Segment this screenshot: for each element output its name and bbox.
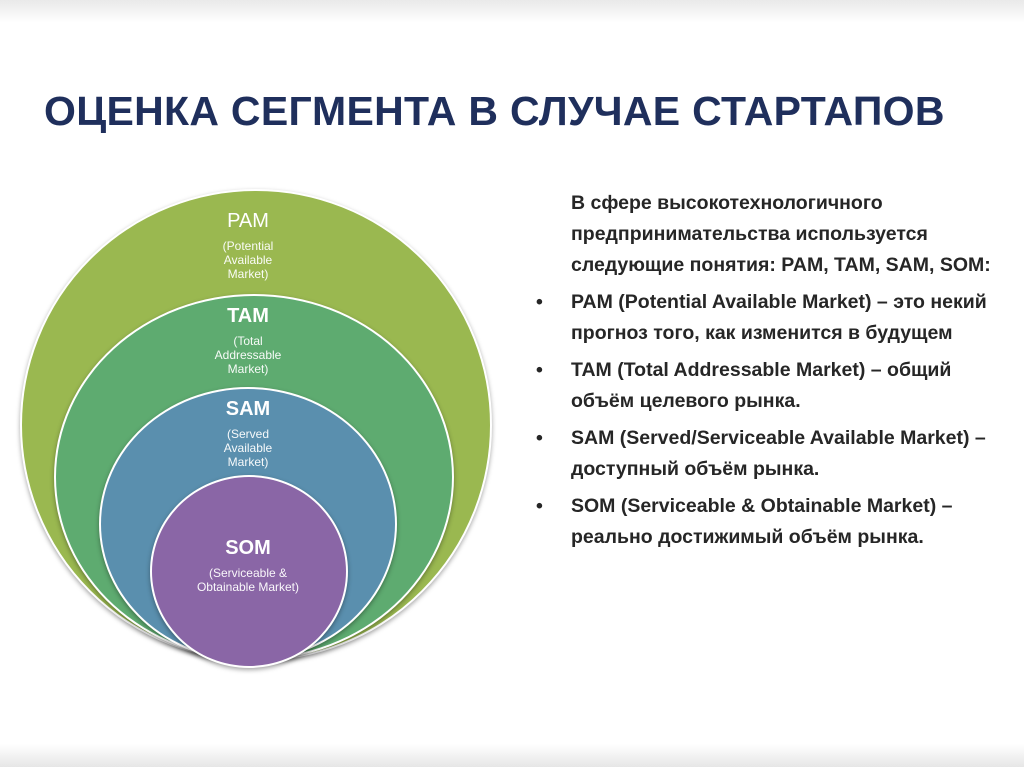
sam-label (188, 398, 308, 469)
bullet-icon: • (536, 359, 543, 381)
intro-text: В сфере высокотехнологичного предпринимательства используется следующие понятия: PAM, TAM, SAM, SOM: (571, 192, 991, 276)
tam-label (188, 305, 308, 376)
list-item (536, 491, 1014, 553)
definition-tam: TAM (Total Addressable Market) – общий объём целевого рынка. (571, 359, 952, 412)
description-panel (536, 188, 1014, 559)
bullet-icon: • (536, 495, 543, 517)
definitions-list (536, 287, 1014, 553)
som-label (178, 537, 318, 594)
tam-abbr: TAM (227, 305, 269, 327)
pam-full-name: (Potential Available Market) (222, 239, 274, 281)
slide-title: ОЦЕНКА СЕГМЕНТА В СЛУЧАЕ СТАРТАПОВ (44, 88, 945, 134)
tam-full-name: (Total Addressable Market) (214, 334, 282, 376)
bullet-icon: • (536, 291, 543, 313)
sam-abbr: SAM (225, 398, 271, 420)
som-abbr: SOM (225, 537, 271, 559)
definition-som: SOM (Serviceable & Obtainable Market) – реально достижимый объём рынка. (571, 495, 953, 548)
definition-pam: PAM (Potential Available Market) – это некий прогноз того, как изменится в будущем (571, 291, 987, 344)
list-item (536, 287, 1014, 349)
definition-sam: SAM (Served/Serviceable Available Market) – доступный объём рынка. (571, 427, 986, 480)
sam-full-name: (Served Available Market) (223, 427, 273, 469)
list-item (536, 423, 1014, 485)
bullet-icon: • (536, 427, 543, 449)
som-full-name: (Serviceable & Obtainable Market) (196, 566, 300, 594)
market-size-diagram (0, 0, 520, 700)
pam-label (188, 210, 308, 281)
list-item (536, 355, 1014, 417)
pam-abbr: PAM (227, 210, 269, 232)
